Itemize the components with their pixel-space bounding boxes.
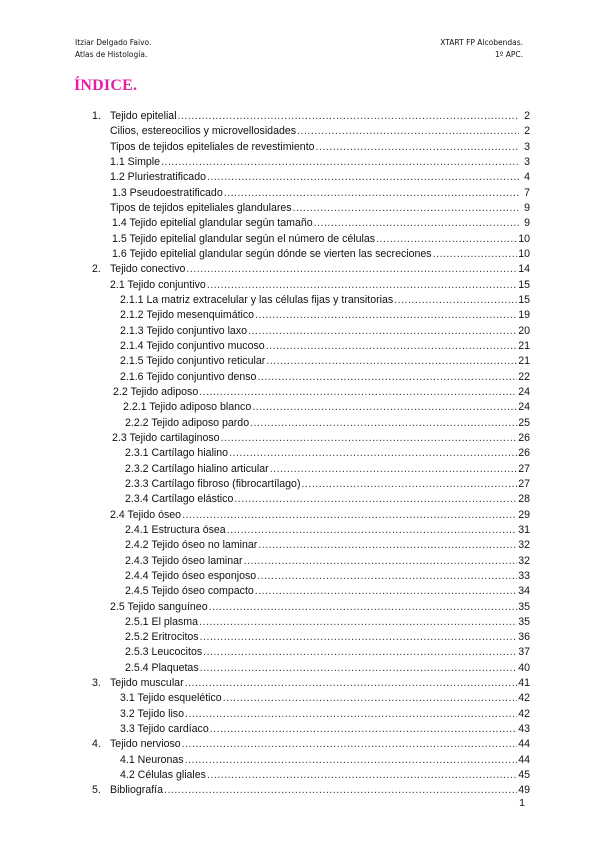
toc-dot-leader [199,385,517,400]
toc-entry-label: Tipos de tejidos epiteliales de revestimiento [110,140,315,153]
toc-entry[interactable] [92,477,530,492]
toc-entry-label: 2.3.2 Cartílago hialino articular [125,462,269,475]
toc-entry-page: 15 [518,278,530,291]
toc-entry-page: 19 [518,309,530,322]
toc-dot-leader [244,554,518,569]
toc-entry-label: 2.4.4 Tejido óseo esponjoso [125,569,257,582]
toc-entry[interactable] [92,170,530,185]
page-header-left [75,37,151,61]
toc-dot-leader [209,600,518,615]
toc-entry-page: 27 [518,462,530,475]
toc-entry-label: 1.1 Simple [110,155,161,168]
toc-entry[interactable] [92,385,530,400]
toc-entry-number: 3. [92,677,101,690]
toc-dot-leader [200,661,518,676]
toc-entry-label: 3.3 Tejido cardíaco [120,723,209,736]
toc-entry-label: 3.1 Tejido esquelético [120,692,222,705]
toc-dot-leader [229,446,517,461]
toc-dot-leader [182,737,518,752]
toc-entry-label: 2.5 Tejido sanguíneo [110,600,208,613]
toc-entry[interactable] [92,538,530,553]
toc-entry-label: Cilios, estereocilios y microvellosidades [110,125,297,138]
toc-dot-leader [252,400,517,415]
toc-entry-label: 2.2.1 Tejido adiposo blanco [123,401,252,414]
toc-entry[interactable] [92,262,530,277]
toc-entry-page: 20 [518,324,530,337]
toc-entry[interactable] [92,584,530,599]
toc-entry[interactable] [92,400,530,415]
toc-entry[interactable] [92,676,530,691]
toc-dot-leader [207,768,517,783]
document-subject: Atlas de Histología. [75,50,148,59]
toc-dot-leader [221,431,518,446]
toc-dot-leader [250,416,517,431]
toc-entry-page: 2 [524,125,530,138]
toc-entry-page: 10 [518,247,530,260]
toc-entry[interactable] [92,523,530,538]
toc-entry-page: 42 [518,692,530,705]
toc-entry[interactable] [92,554,530,569]
toc-entry-label: Tejido muscular [110,677,184,690]
toc-dot-leader [227,523,518,538]
toc-dot-leader [433,247,518,262]
toc-entry-label: 2.1.6 Tejido conjuntivo denso [120,370,257,383]
toc-entry[interactable] [92,462,530,477]
toc-entry-page: 26 [518,447,530,460]
toc-entry-page: 22 [518,370,530,383]
toc-dot-leader [316,140,519,155]
toc-entry-page: 32 [518,539,530,552]
toc-entry-page: 37 [518,646,530,659]
toc-entry-page: 40 [518,661,530,674]
toc-entry-label: 4.1 Neuronas [120,753,184,766]
toc-entry[interactable] [92,247,530,262]
toc-dot-leader [185,753,518,768]
toc-entry-label: 2.1 Tejido conjuntivo [110,278,206,291]
toc-entry-label: 2.2 Tejido adiposo [113,385,199,398]
toc-entry[interactable] [92,186,530,201]
toc-entry-page: 24 [518,401,530,414]
toc-entry-label: 2.1.3 Tejido conjuntivo laxo [120,324,248,337]
toc-entry-page: 15 [518,293,530,306]
toc-dot-leader [266,354,517,369]
toc-entry-number: 1. [92,110,101,122]
toc-entry-label: 2.2.2 Tejido adiposo pardo [125,416,250,429]
toc-dot-leader [207,170,519,185]
author-name: Itziar Delgado Faivo. [75,38,152,47]
toc-entry-page: 35 [518,615,530,628]
toc-entry-page: 42 [518,707,530,720]
toc-entry-page: 21 [518,339,530,352]
toc-dot-leader [257,370,517,385]
toc-entry[interactable] [92,615,530,630]
toc-entry[interactable] [92,768,530,783]
toc-entry-page: 9 [524,201,530,214]
toc-entry-label: 2.1.1 La matriz extracelular y las células fijas y transitorias [120,293,394,306]
toc-entry-page: 24 [518,385,530,398]
toc-dot-leader [203,645,517,660]
toc-entry[interactable] [92,737,530,752]
toc-entry[interactable] [92,416,530,431]
toc-entry[interactable] [92,278,530,293]
toc-entry[interactable] [92,201,530,216]
toc-entry[interactable] [92,508,530,523]
toc-entry-page: 3 [524,155,530,168]
toc-entry-page: 32 [518,554,530,567]
toc-entry-label: 2.3.4 Cartílago elástico [125,493,234,506]
toc-entry[interactable] [92,140,530,155]
toc-entry-label: 2.3.1 Cartílago hialino [125,447,229,460]
toc-entry[interactable] [92,569,530,584]
toc-dot-leader [394,293,517,308]
page-number: 1 [519,797,525,809]
toc-entry-page: 9 [524,217,530,230]
toc-entry-page: 10 [518,232,530,245]
toc-entry-page: 29 [518,508,530,521]
toc-entry-page: 31 [518,523,530,536]
toc-entry-label: 1.4 Tejido epitelial glandular según tamaño [112,217,313,230]
toc-entry[interactable] [92,753,530,768]
page-header-right [440,37,523,61]
toc-entry-label: 3.2 Tejido liso [120,707,184,720]
toc-entry[interactable] [92,446,530,461]
toc-entry-page: 4 [524,171,530,184]
toc-dot-leader [200,630,518,645]
toc-entry-page: 28 [518,493,530,506]
toc-entry-page: 3 [524,140,530,153]
toc-dot-leader [161,155,519,170]
toc-dot-leader [301,477,517,492]
toc-entry-label: 1.3 Pseudoestratificado [112,186,223,199]
toc-dot-leader [224,186,519,201]
toc-dot-leader [255,584,517,599]
toc-entry-number: 4. [92,738,101,751]
toc-entry-label: 2.5.4 Plaquetas [125,661,199,674]
toc-entry-label: 2.4 Tejido óseo [110,508,182,521]
toc-dot-leader [234,492,517,507]
toc-entry-label: 1.5 Tejido epitelial glandular según el número de células [112,232,376,245]
toc-entry-page: 43 [518,723,530,736]
toc-entry-page: 49 [518,784,530,797]
toc-entry[interactable] [92,339,530,354]
page-title: ÍNDICE. [74,77,138,94]
toc-entry[interactable] [92,109,530,124]
toc-entry-page: 21 [518,355,530,368]
toc-entry[interactable] [92,216,530,231]
toc-entry-page: 2 [524,110,530,122]
toc-dot-leader [257,569,517,584]
toc-entry-label: 2.4.3 Tejido óseo laminar [125,554,243,567]
toc-dot-leader [248,324,517,339]
toc-entry[interactable] [92,354,530,369]
toc-dot-leader [258,538,517,553]
toc-entry[interactable] [92,691,530,706]
course-name: 1º APC. [495,50,523,59]
toc-dot-leader [266,339,518,354]
toc-entry-page: 7 [524,186,530,199]
toc-entry-page: 44 [518,753,530,766]
toc-entry-page: 25 [518,416,530,429]
toc-entry[interactable] [92,308,530,323]
school-name: XTART FP Alcobendas. [440,38,523,47]
toc-entry-label: Tejido epitelial [110,110,177,122]
toc-dot-leader [223,691,518,706]
toc-entry[interactable] [92,661,530,676]
toc-entry-number: 5. [92,784,101,797]
toc-entry[interactable] [92,370,530,385]
toc-entry-label: 2.4.2 Tejido óseo no laminar [125,539,258,552]
toc-dot-leader [178,109,519,124]
toc-entry-label: 2.4.1 Estructura ósea [125,523,226,536]
toc-entry-label: 1.2 Pluriestratificado [110,171,206,184]
toc-dot-leader [164,783,517,798]
toc-entry-label: Tipos de tejidos epiteliales glandulares [110,201,292,214]
table-of-contents [92,109,530,799]
toc-entry[interactable] [92,324,530,339]
toc-dot-leader [376,232,517,247]
toc-entry[interactable] [92,492,530,507]
toc-entry[interactable] [92,232,530,247]
toc-entry-label: 2.5.3 Leucocitos [125,646,203,659]
toc-entry[interactable] [92,783,530,798]
toc-dot-leader [210,722,517,737]
toc-dot-leader [185,676,518,691]
toc-dot-leader [297,124,519,139]
toc-entry-page: 36 [518,631,530,644]
toc-entry-page: 34 [518,585,530,598]
toc-entry-label: 1.6 Tejido epitelial glandular según dónde se vierten las secreciones [112,247,432,260]
toc-dot-leader [185,707,517,722]
toc-entry-label: 2.3 Tejido cartilaginoso [112,431,220,444]
toc-dot-leader [293,201,519,216]
toc-dot-leader [314,216,519,231]
toc-entry-page: 45 [518,769,530,782]
toc-dot-leader [270,462,518,477]
toc-entry-page: 14 [518,263,530,276]
toc-entry[interactable] [92,722,530,737]
toc-entry-number: 2. [92,263,101,276]
toc-entry-label: 2.1.5 Tejido conjuntivo reticular [120,355,266,368]
toc-entry[interactable] [92,707,530,722]
toc-dot-leader [186,262,517,277]
toc-entry-page: 44 [518,738,530,751]
toc-entry-label: 2.5.1 El plasma [125,615,199,628]
toc-entry[interactable] [92,645,530,660]
toc-entry-label: 2.3.3 Cartílago fibroso (fibrocartílago) [125,477,301,490]
toc-entry-label: Tejido nervioso [110,738,181,751]
toc-dot-leader [207,278,517,293]
toc-entry-label: 2.1.4 Tejido conjuntivo mucoso [120,339,265,352]
toc-entry[interactable] [92,600,530,615]
toc-entry-page: 27 [518,477,530,490]
toc-entry[interactable] [92,155,530,170]
toc-entry-label: 2.4.5 Tejido óseo compacto [125,585,254,598]
toc-entry[interactable] [92,124,530,139]
toc-entry-label: 4.2 Células gliales [120,769,206,782]
toc-dot-leader [182,508,517,523]
toc-entry-label: Bibliografía [110,784,163,797]
toc-entry[interactable] [92,431,530,446]
toc-dot-leader [255,308,517,323]
toc-entry-page: 35 [518,600,530,613]
toc-entry[interactable] [92,293,530,308]
toc-entry-page: 41 [518,677,530,690]
toc-entry-page: 33 [518,569,530,582]
toc-entry-label: 2.1.2 Tejido mesenquimático [120,309,255,322]
toc-entry-label: 2.5.2 Eritrocitos [125,631,199,644]
toc-dot-leader [199,615,517,630]
toc-entry[interactable] [92,630,530,645]
toc-entry-page: 26 [518,431,530,444]
toc-entry-label: Tejido conectivo [110,263,186,276]
